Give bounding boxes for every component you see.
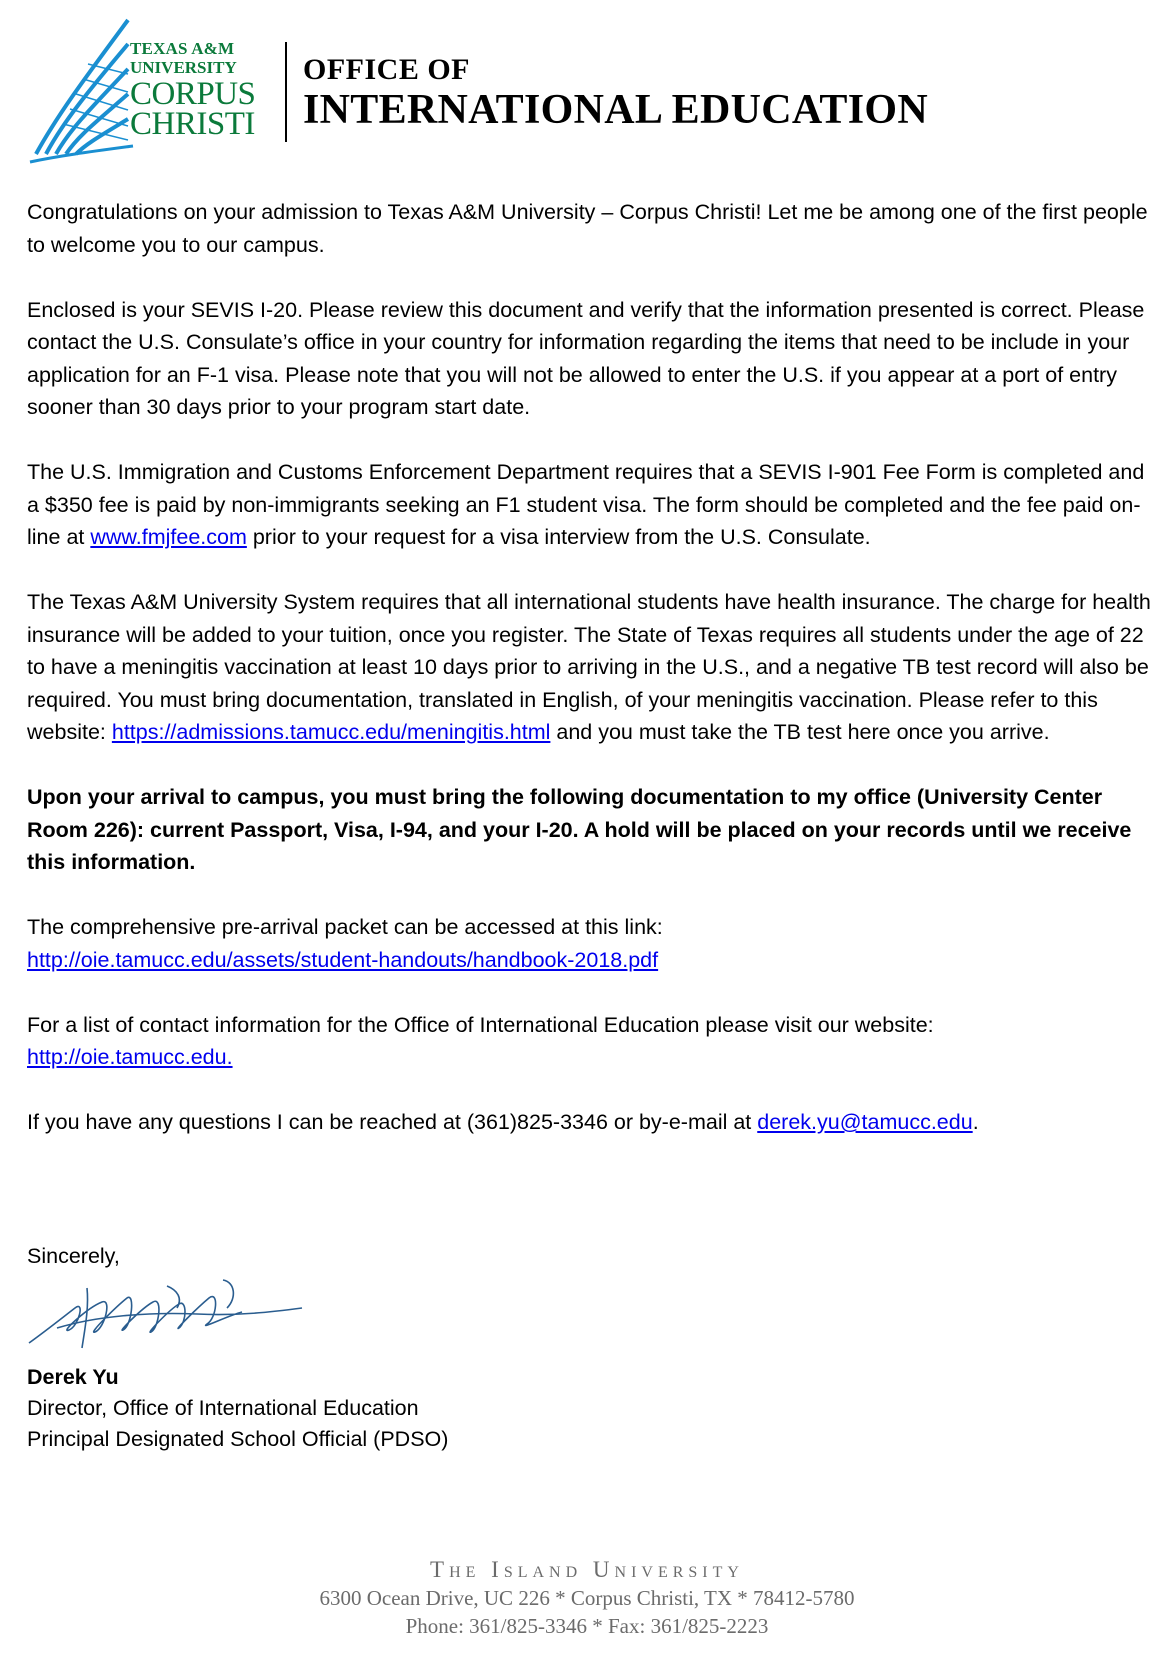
paragraph-health-insurance: [27, 586, 1152, 749]
paragraph-sevis-fee: [27, 456, 1152, 554]
footer-address: 6300 Ocean Drive, UC 226 * Corpus Christi, TX * 78412-5780: [319, 1586, 855, 1610]
footer-phone: Phone: 361/825-3346 * Fax: 361/825-2223: [405, 1614, 769, 1638]
paragraph-text: For a list of contact information for the Office of International Education please visit our website:: [27, 1012, 934, 1037]
paragraph-text: The comprehensive pre-arrival packet can be accessed at this link:: [27, 915, 663, 939]
fmjfee-link[interactable]: www.fmjfee.com: [90, 525, 247, 549]
signer-title: Director, Office of International Education: [27, 1396, 419, 1420]
wordmark-line: UNIVERSITY: [130, 58, 237, 77]
wordmark-line: CORPUS: [130, 76, 256, 112]
footer-tagline: The Island University: [430, 1557, 744, 1582]
signer-name: Derek Yu: [27, 1365, 119, 1389]
letter-footer: [0, 1556, 1174, 1640]
paragraph-text: If you have any questions I can be reached at (361)825-3346 or by-e-mail at: [27, 1110, 758, 1134]
paragraph-text: and you must take the TB test here once you arrive.: [550, 720, 1050, 744]
paragraph-text: The U.S. Immigration and Customs Enforcement Department requires that a SEVIS I-901 Fee Form is completed and a $350 fee is paid by non-immigrants seeking an F1 student visa. The form should be completed and the fee paid on-line at: [27, 460, 1145, 549]
paragraph-i20: Enclosed is your SEVIS I-20. Please review this document and verify that the information presented is correct. Please contact the U.S. Consulate’s office in your country for information regarding the items that need to be include in your application for an F-1 visa. Please note that you will not be allowed to enter the U.S. if you appear at a port of entry sooner than 30 days prior to your program start date.: [27, 297, 1145, 419]
paragraph-welcome: Congratulations on your admission to Texas A&M University – Corpus Christi! Let me be among one of the first people to welcome you to our campus.: [27, 200, 1148, 257]
paragraph-text: prior to your request for a visa interview from the U.S. Consulate.: [246, 525, 871, 549]
paragraph-text: The Texas A&M University System requires that all international students have health insurance. The charge for health insurance will be added to your tuition, once you register. The State of Texas requires all students under the age of 22 to have a meningitis vaccination at least 10 days prior to arriving in the U.S., and a negative TB test record will also be required. You must bring documentation, translated in English, of your meningitis vaccination. Please refer to this website:: [27, 590, 1151, 744]
email-link[interactable]: derek.yu@tamucc.edu: [757, 1110, 973, 1134]
letter-body: [27, 196, 1152, 1171]
header-divider: [285, 42, 287, 142]
signer-role: Principal Designated School Official (PDSO): [27, 1427, 449, 1451]
oie-website-link[interactable]: http://oie.tamucc.edu.: [27, 1045, 233, 1069]
signer-block: [27, 1362, 448, 1455]
signature-icon: [27, 1268, 307, 1368]
meningitis-link[interactable]: https://admissions.tamucc.edu/meningitis.html: [111, 720, 551, 744]
closing-salutation: Sincerely,: [27, 1244, 120, 1268]
paragraph-contact-info: [27, 1009, 1152, 1074]
university-logo-icon: [28, 14, 138, 164]
paragraph-arrival-documents: Upon your arrival to campus, you must bring the following documentation to my office (University Center Room 226): current Passport, Visa, I-94, and your I-20. A hold will be placed on your records until we receive this information.: [27, 785, 1132, 874]
office-title-line2: INTERNATIONAL EDUCATION: [303, 87, 928, 133]
university-wordmark: [130, 40, 270, 141]
paragraph-questions: [27, 1106, 1152, 1139]
handbook-link[interactable]: http://oie.tamucc.edu/assets/student-handouts/handbook-2018.pdf: [27, 947, 659, 972]
wordmark-line: CHRISTI: [130, 106, 255, 142]
wordmark-line: TEXAS A&M: [130, 39, 235, 58]
paragraph-text: .: [972, 1110, 979, 1134]
office-title-line1: OFFICE OF: [303, 53, 470, 86]
paragraph-pre-arrival-packet: [27, 911, 1152, 976]
